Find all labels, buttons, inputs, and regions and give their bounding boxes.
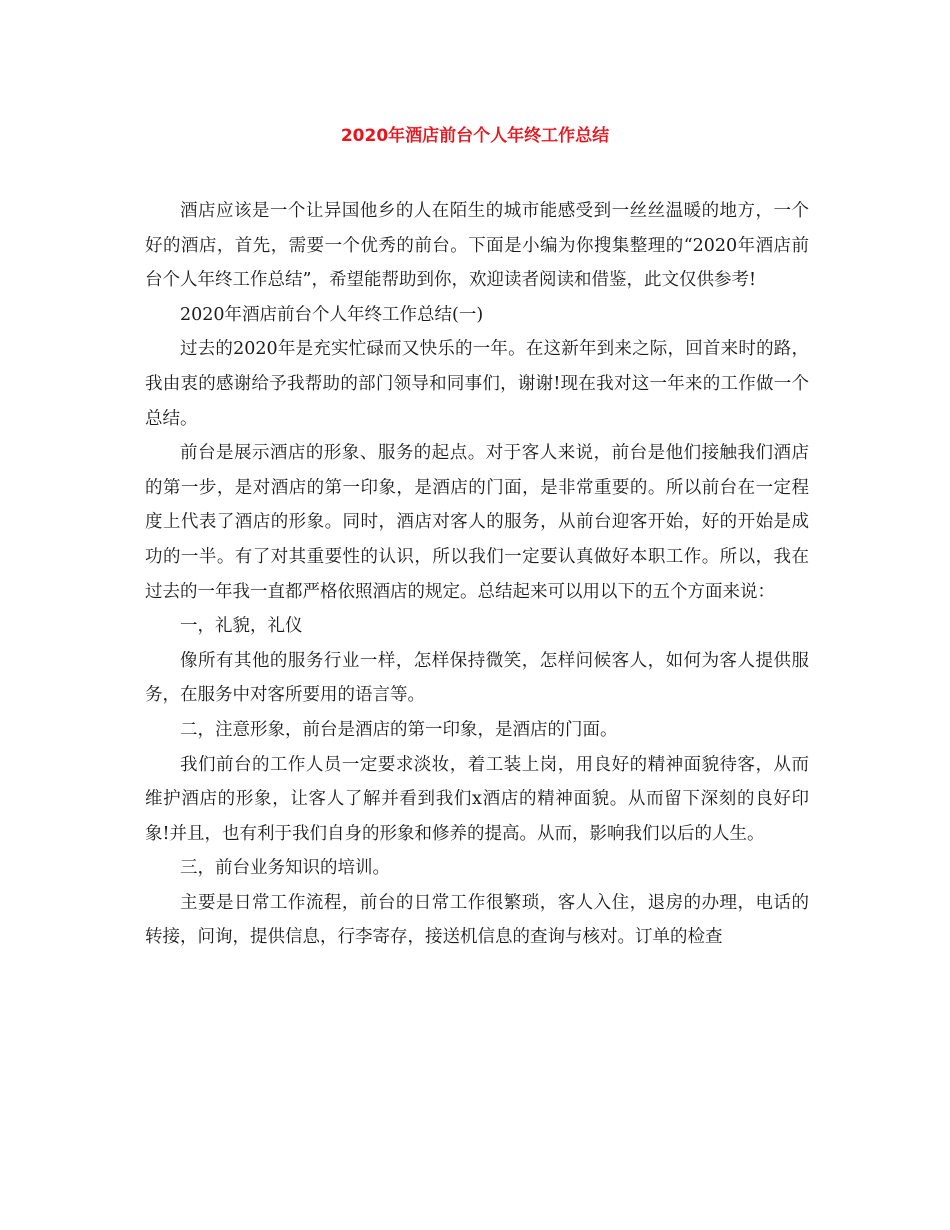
section-heading: 2020年酒店前台个人年终工作总结(一): [180, 304, 484, 325]
paragraph: 像所有其他的服务行业一样，怎样保持微笑，怎样问候客人，如何为客人提供服务，在服务中对客所要用的语言等。: [145, 650, 809, 706]
document-title: 2020年酒店前台个人年终工作总结: [340, 126, 610, 146]
paragraph: 主要是日常工作流程，前台的日常工作很繁琐，客人入住，退房的办理，电话的转接，问询，提供信息，行李寄存，接送机信息的查询与核对。订单的检查: [145, 892, 809, 948]
paragraph: 我们前台的工作人员一定要求淡妆，着工装上岗，用良好的精神面貌待客，从而维护酒店的形象，让客人了解并看到我们x酒店的精神面貌。从而留下深刻的良好印象!并且，也有利于我们自身的形象和修养的提高。从而，影响我们以后的人生。: [145, 754, 809, 844]
paragraph-intro: 酒店应该是一个让异国他乡的人在陌生的城市能感受到一丝丝温暖的地方，一个好的酒店，首先，需要一个优秀的前台。下面是小编为你搜集整理的“2020年酒店前台个人年终工作总结”，希望能帮助到你，欢迎读者阅读和借鉴，此文仅供参考!: [145, 201, 809, 291]
list-heading: 一，礼貌，礼仪: [180, 616, 303, 637]
paragraph: 过去的2020年是充实忙碌而又快乐的一年。在这新年到来之际，回首来时的路，我由衷的感谢给予我帮助的部门领导和同事们，谢谢!现在我对这一年来的工作做一个总结。: [145, 339, 809, 429]
list-heading: 二，注意形象，前台是酒店的第一印象，是酒店的门面。: [180, 719, 618, 740]
document-body: [145, 194, 809, 955]
list-heading: 三，前台业务知识的培训。: [180, 858, 390, 879]
paragraph: 前台是展示酒店的形象、服务的起点。对于客人来说，前台是他们接触我们酒店的第一步，是对酒店的第一印象，是酒店的门面，是非常重要的。所以前台在一定程度上代表了酒店的形象。同时，酒店对客人的服务，从前台迎客开始，好的开始是成功的一半。有了对其重要性的认识，所以我们一定要认真做好本职工作。所以，我在过去的一年我一直都严格依照酒店的规定。总结起来可以用以下的五个方面来说：: [145, 443, 809, 602]
